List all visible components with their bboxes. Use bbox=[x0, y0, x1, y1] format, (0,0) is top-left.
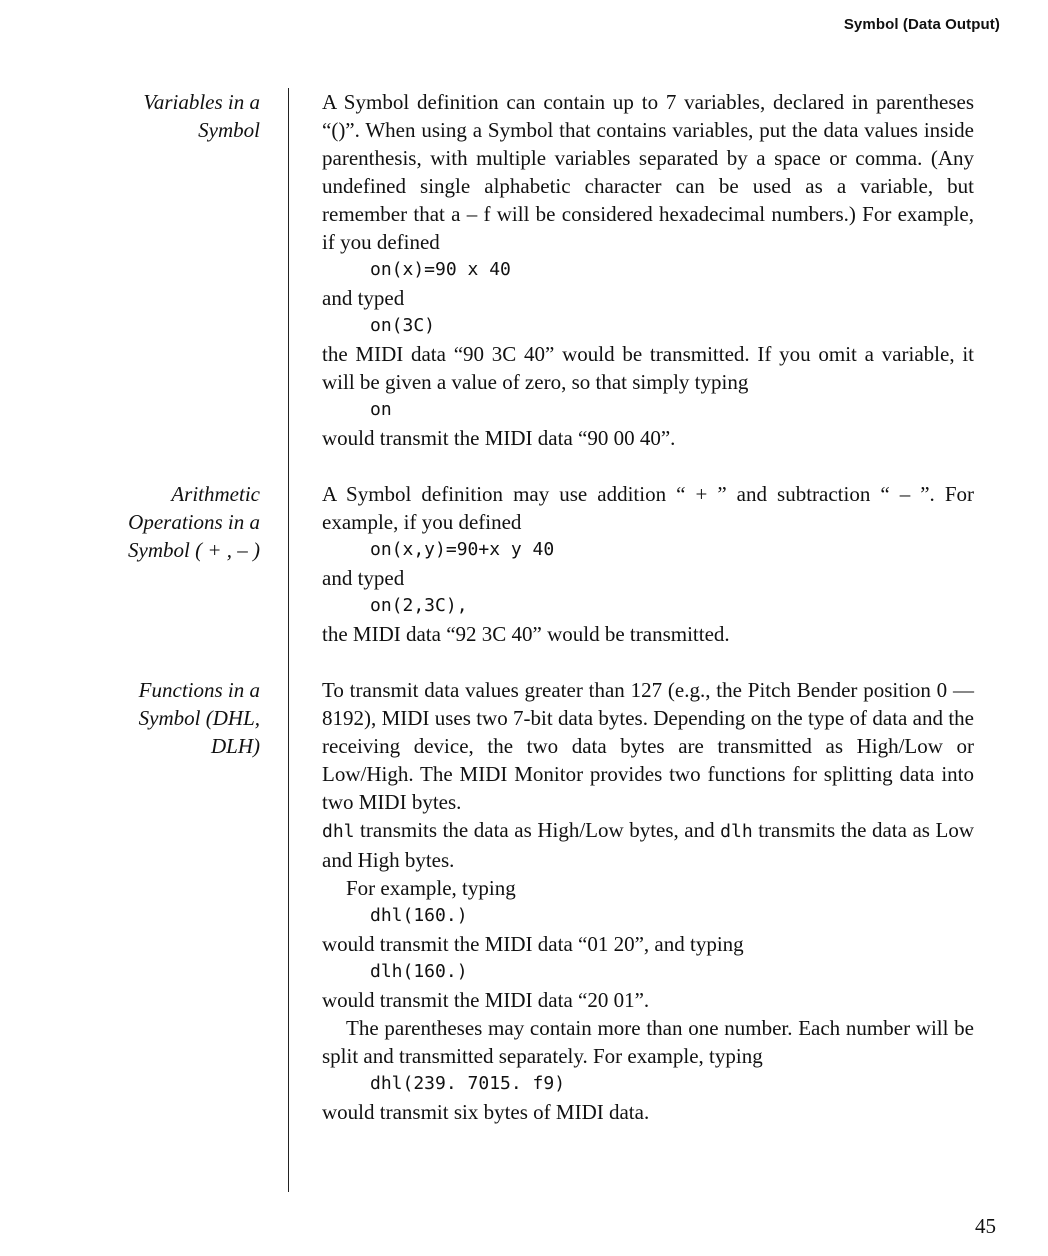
running-header: Symbol (Data Output) bbox=[843, 16, 1000, 33]
side-label-line: Operations in a bbox=[128, 510, 260, 534]
code-example: on(2,3C), bbox=[370, 595, 468, 616]
text-run: transmits the data as Low and High bytes. bbox=[322, 818, 974, 872]
code-example: on bbox=[370, 399, 392, 420]
section-arithmetic bbox=[322, 480, 974, 648]
section-functions bbox=[322, 676, 974, 1126]
side-label-arithmetic bbox=[40, 480, 260, 564]
paragraph: would transmit the MIDI data “90 00 40”. bbox=[322, 426, 676, 450]
side-label-line: Symbol ( + , – ) bbox=[128, 538, 260, 562]
paragraph: and typed bbox=[322, 566, 405, 590]
paragraph: would transmit the MIDI data “20 01”. bbox=[322, 988, 650, 1012]
paragraph: To transmit data values greater than 127 (e.g., the Pitch Bender position 0 — 8192), MIDI uses two 7-bit data bytes. Depending on the type of data and the receiving device, the two data bytes are transmitted as High/Low or Low/High. The MIDI Monitor provides two functions for splitting data into two MIDI bytes. bbox=[322, 678, 974, 814]
margin-rule bbox=[288, 88, 289, 1192]
paragraph: A Symbol definition can contain up to 7 variables, declared in parentheses “()”. When using a Symbol that contains variables, put the data values inside parenthesis, with multiple variables separated by a space or comma. (Any undefined single alphabetic character can be used as a variable, but remember that a – f will be considered hexadecimal numbers.) For example, if you defined bbox=[322, 90, 974, 254]
code-example: on(3C) bbox=[370, 315, 436, 336]
paragraph: A Symbol definition may use addition “ + ” and subtraction “ – ”. For example, if you defined bbox=[322, 482, 974, 534]
page-number: 45 bbox=[975, 1214, 996, 1238]
side-label-functions bbox=[40, 676, 260, 760]
section-variables bbox=[322, 88, 974, 452]
code-example: dhl(160.) bbox=[370, 905, 468, 926]
side-label-line: DLH) bbox=[210, 734, 260, 758]
side-label-line: Symbol bbox=[198, 118, 260, 142]
paragraph-functions-desc bbox=[322, 816, 974, 874]
paragraph: For example, typing bbox=[346, 876, 516, 900]
side-label-line: Functions in a bbox=[138, 678, 260, 702]
paragraph: the MIDI data “90 3C 40” would be transmitted. If you omit a variable, it will be given a value of zero, so that simply typing bbox=[322, 342, 974, 394]
paragraph: and typed bbox=[322, 286, 405, 310]
code-example: dhl(239. 7015. f9) bbox=[370, 1073, 566, 1094]
code-example: on(x)=90 x 40 bbox=[370, 259, 511, 280]
paragraph: The parentheses may contain more than one number. Each number will be split and transmitted separately. For example, typing bbox=[322, 1016, 974, 1068]
paragraph: would transmit the MIDI data “01 20”, and typing bbox=[322, 932, 744, 956]
side-label-variables bbox=[40, 88, 260, 144]
paragraph: would transmit six bytes of MIDI data. bbox=[322, 1100, 650, 1124]
side-label-line: Arithmetic bbox=[171, 482, 260, 506]
text-run: transmits the data as High/Low bytes, and bbox=[354, 818, 721, 842]
side-label-line: Symbol (DHL, bbox=[138, 706, 260, 730]
code-example: on(x,y)=90+x y 40 bbox=[370, 539, 555, 560]
paragraph: the MIDI data “92 3C 40” would be transmitted. bbox=[322, 622, 730, 646]
inline-code: dhl bbox=[322, 821, 355, 842]
side-label-line: Variables in a bbox=[143, 90, 260, 114]
inline-code: dlh bbox=[720, 821, 753, 842]
code-example: dlh(160.) bbox=[370, 961, 468, 982]
